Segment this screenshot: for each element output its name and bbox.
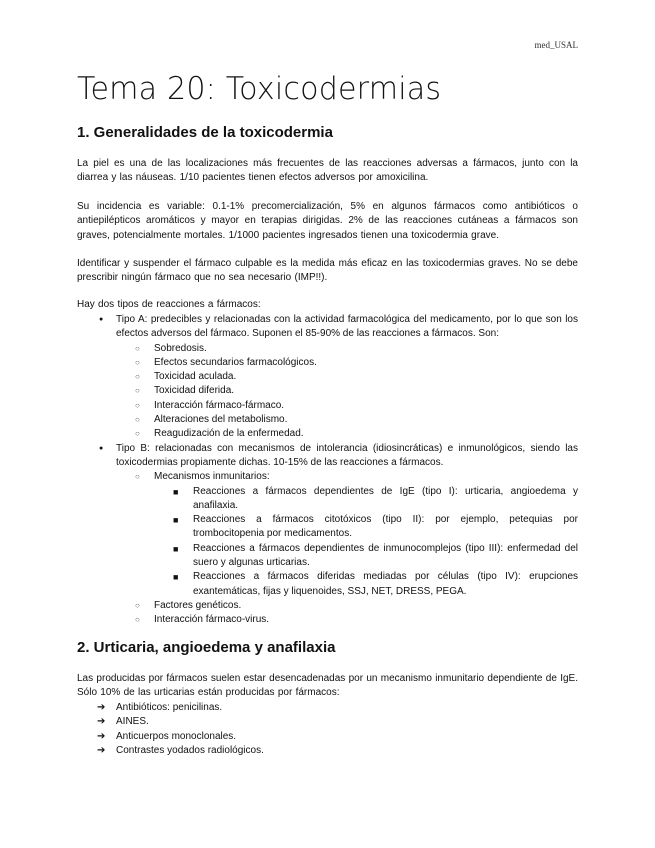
list-item: ○ Mecanismos inmunitarios: bbox=[77, 470, 578, 484]
list-item: ■ Reacciones a fármacos citotóxicos (tipo II): por ejemplo, petequias por trombocitopenia por medicamentos. bbox=[173, 514, 578, 540]
paragraph: Hay dos tipos de reacciones a fármacos: bbox=[77, 299, 261, 310]
list-item-tipo-b: ● Tipo B: relacionadas con mecanismos de intolerancia (idiosincráticas) e inmunológicos, siendo las toxicodermias propiamente dichas. 10-15% de las reacciones a fármacos. bbox=[99, 442, 578, 468]
paragraph: Las producidas por fármacos suelen estar desencadenadas por un mecanismo inmunitario dependiente de IgE. Sólo 10% de las urticarias están producidas por fármacos: bbox=[77, 673, 578, 699]
list-item: ➔ AINES. bbox=[77, 715, 578, 729]
bullet-circle-icon: ○ bbox=[135, 372, 140, 382]
bullet-circle-icon: ○ bbox=[135, 600, 140, 610]
bullet-circle-icon: ○ bbox=[135, 472, 140, 482]
bullet-circle-icon: ○ bbox=[135, 415, 140, 425]
bullet-square-icon: ■ bbox=[173, 486, 179, 497]
bullet-square-icon: ■ bbox=[173, 572, 179, 583]
list-item: ○ Interacción fármaco-fármaco. bbox=[77, 399, 578, 413]
bullet-circle-icon: ○ bbox=[135, 429, 140, 439]
bullet-square-icon: ■ bbox=[173, 515, 179, 526]
list-item: ➔ Anticuerpos monoclonales. bbox=[77, 730, 578, 744]
page-title: Tema 20: Toxicodermias bbox=[77, 71, 442, 107]
list-item: ○ Factores genéticos. bbox=[77, 599, 578, 613]
list-item: ■ Reacciones a fármacos dependientes de inmunocomplejos (tipo III): enfermedad del suero y algunas urticarias. bbox=[173, 542, 578, 569]
bullet-circle-icon: ○ bbox=[135, 386, 140, 396]
list-item: ○ Alteraciones del metabolismo. bbox=[77, 413, 578, 427]
list-item-tipo-a: ● Tipo A: predecibles y relacionadas con la actividad farmacológica del medicamento, por lo que son los efectos adversos del fármaco. Suponen el 85-90% de las reacciones a fármacos. Son: bbox=[99, 314, 578, 340]
header-brand: med_USAL bbox=[534, 40, 578, 50]
bullet-disc-icon: ● bbox=[99, 444, 104, 452]
bullet-circle-icon: ○ bbox=[135, 615, 140, 625]
bullet-circle-icon: ○ bbox=[135, 357, 140, 367]
list-item: ○ Reagudización de la enfermedad. bbox=[77, 427, 578, 441]
list-item: ○ Interacción fármaco-virus. bbox=[77, 613, 578, 627]
reaction-types-list bbox=[77, 313, 578, 628]
list-item: ○ Efectos secundarios farmacológicos. bbox=[77, 356, 578, 370]
arrow-right-icon: ➔ bbox=[97, 730, 106, 742]
bullet-circle-icon: ○ bbox=[135, 343, 140, 353]
bullet-disc-icon: ● bbox=[99, 316, 104, 323]
drug-list bbox=[77, 701, 578, 758]
bullet-square-icon: ■ bbox=[173, 543, 179, 554]
list-item: ■ Reacciones a fármacos diferidas mediadas por células (tipo IV): erupciones exantemáticas, fijas y liquenoides, SSJ, NET, DRESS, PEGA. bbox=[173, 571, 578, 597]
list-item: ○ Toxicidad diferida. bbox=[77, 384, 578, 398]
paragraph: La piel es una de las localizaciones más frecuentes de las reacciones adversas a fármacos, junto con la diarrea y las náuseas. 1/10 pacientes tienen efectos adversos por amoxicilina. bbox=[77, 158, 578, 184]
list-item: ○ Sobredosis. bbox=[77, 342, 578, 356]
bullet-circle-icon: ○ bbox=[135, 400, 140, 410]
list-item: ○ Toxicidad aculada. bbox=[77, 370, 578, 384]
paragraph: Su incidencia es variable: 0.1-1% precomercialización, 5% en algunos fármacos como antibióticos o antiepilépticos aromáticos y mayor en terapias dirigidas. 2% de las reacciones cutáneas a fármacos son graves, potencialmente mortales. 1/1000 pacientes ingresados tienen una toxicodermia grave. bbox=[77, 201, 578, 241]
paragraph: Identificar y suspender el fármaco culpable es la medida más eficaz en las toxicodermias graves. No se debe prescribir ningún fármaco que no sea necesario (IMP!!). bbox=[77, 258, 578, 284]
section-heading-2: 2. Urticaria, angioedema y anafilaxia bbox=[77, 639, 336, 656]
list-item: ■ Reacciones a fármacos dependientes de IgE (tipo I): urticaria, angioedema y anafilaxia. bbox=[173, 485, 578, 511]
section-heading-1: 1. Generalidades de la toxicodermia bbox=[77, 124, 333, 141]
arrow-right-icon: ➔ bbox=[97, 716, 106, 728]
list-item: ➔ Contrastes yodados radiológicos. bbox=[77, 744, 578, 758]
arrow-right-icon: ➔ bbox=[97, 702, 106, 713]
list-item: ➔ Antibióticos: penicilinas. bbox=[77, 701, 578, 715]
arrow-right-icon: ➔ bbox=[97, 744, 106, 756]
